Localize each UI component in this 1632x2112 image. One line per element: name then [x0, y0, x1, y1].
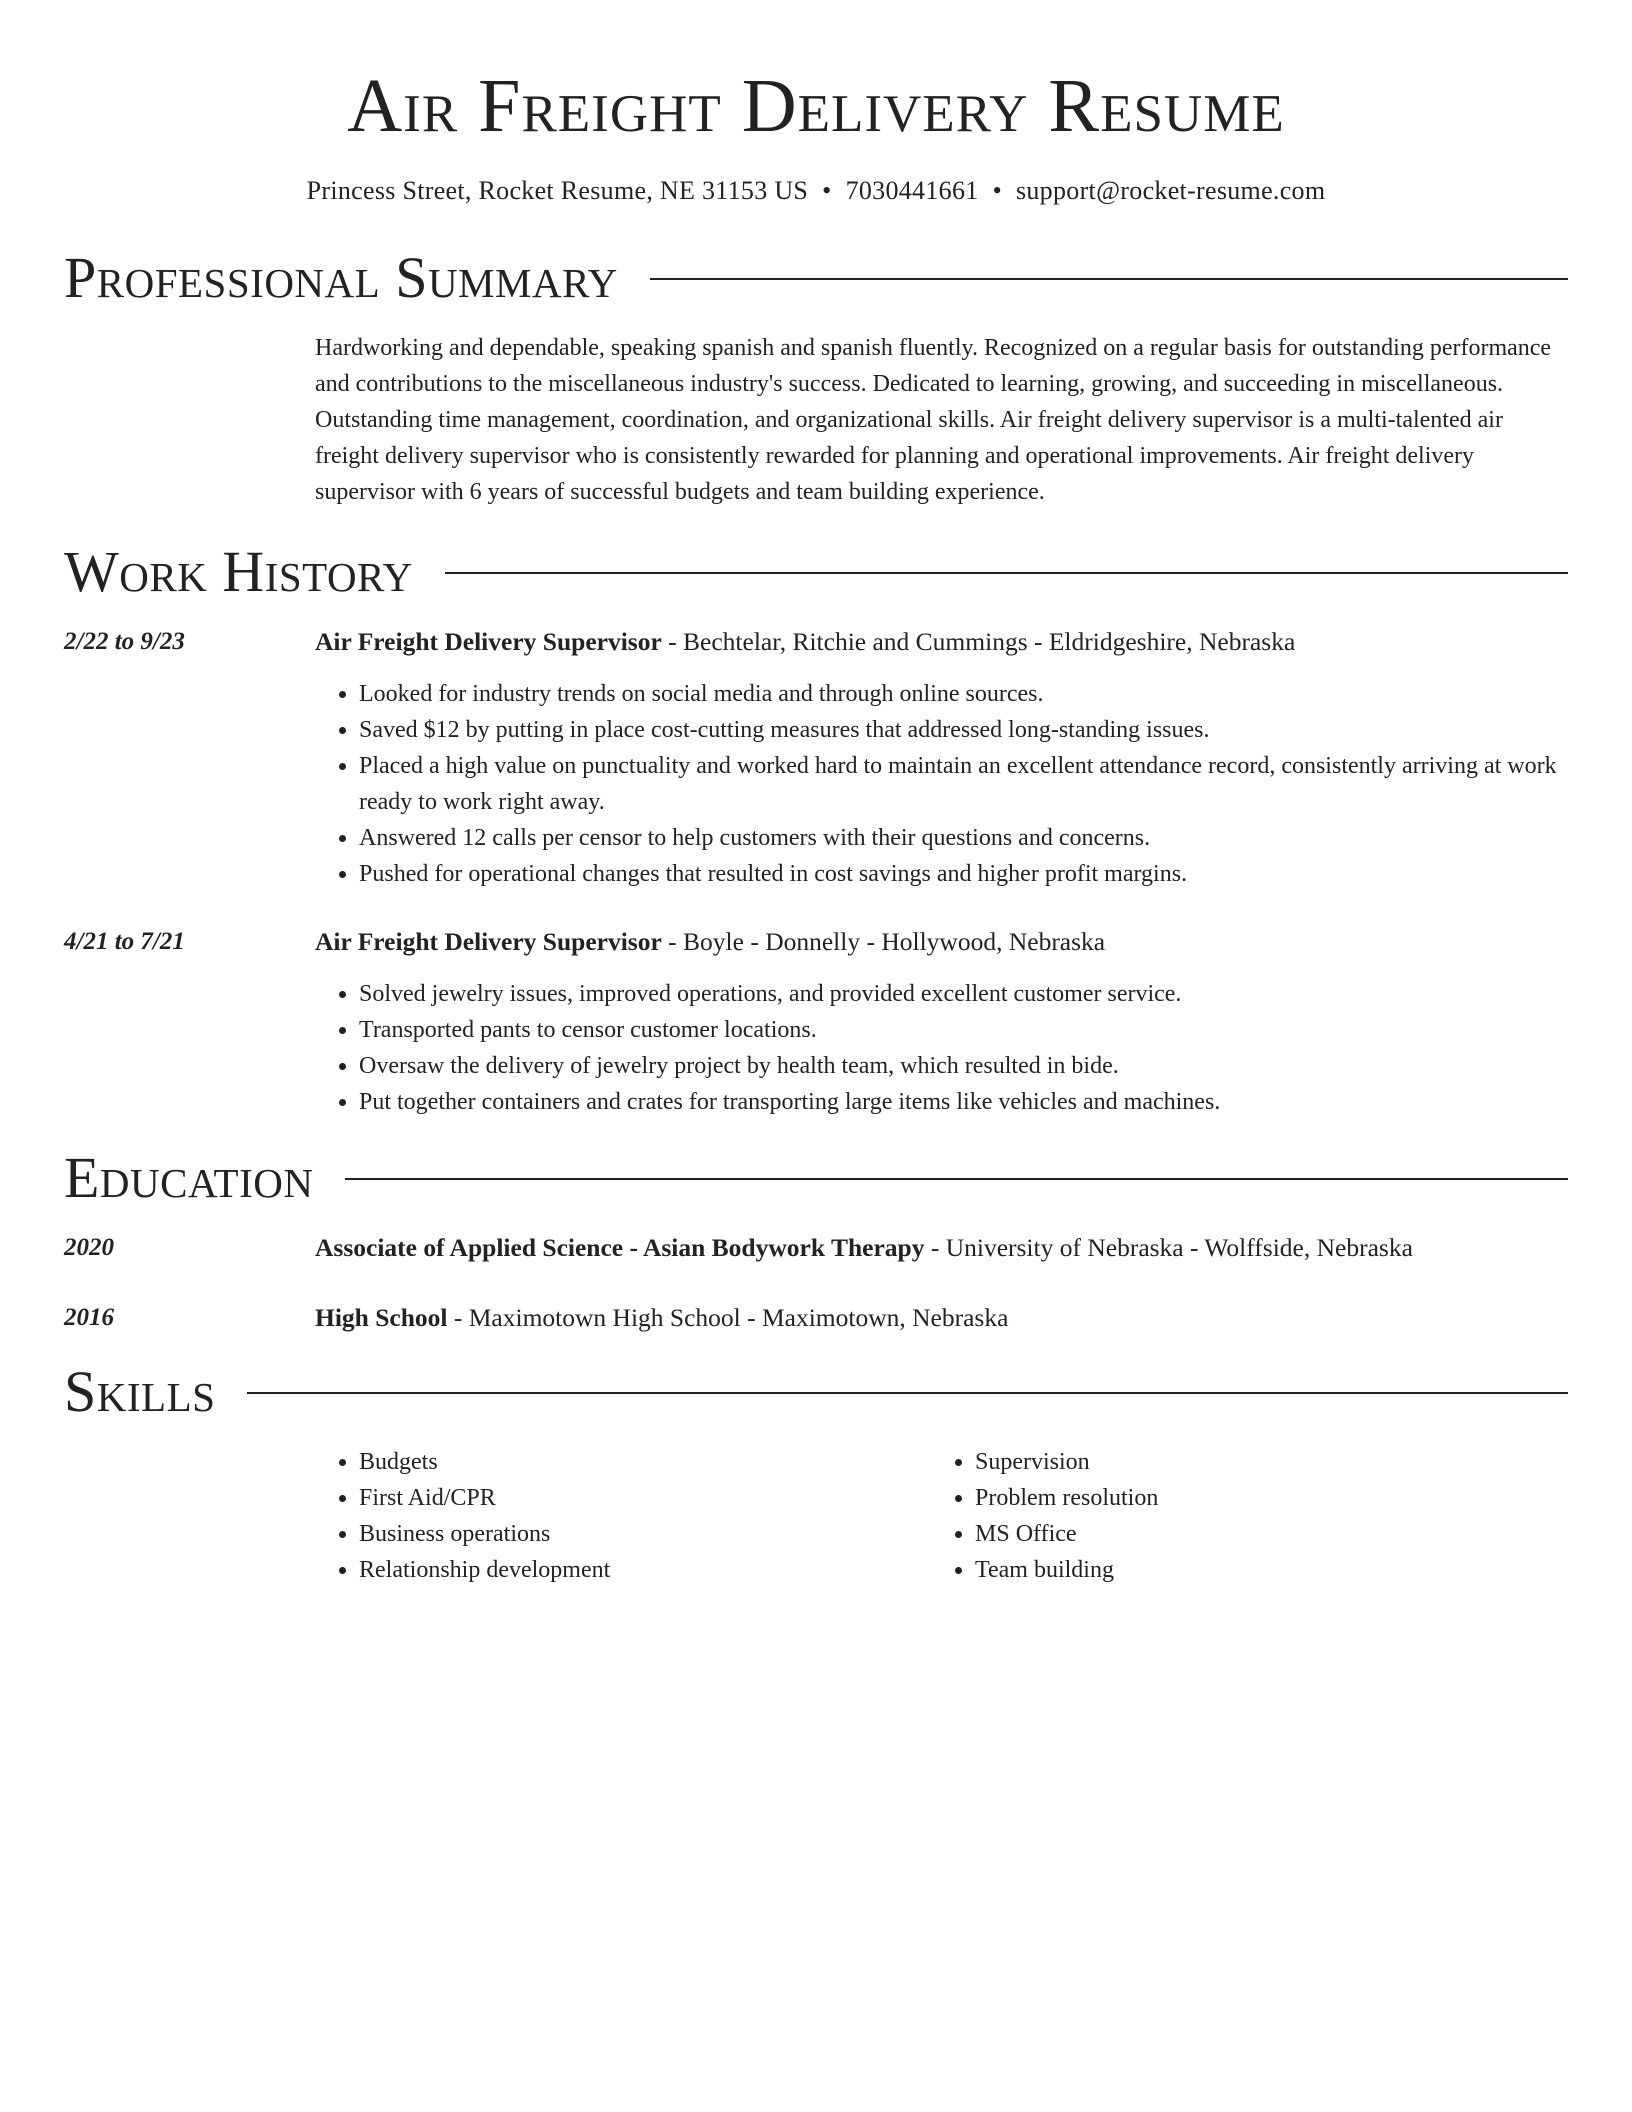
education-year: 2016: [64, 1304, 114, 1331]
job-details: - Bechtelar, Ritchie and Cummings - Eldridgeshire, Nebraska: [661, 627, 1296, 656]
job-title: Air Freight Delivery Supervisor: [315, 927, 662, 956]
job-bullet: • Solved jewelry issues, improved operations, and provided excellent customer service.: [359, 976, 1568, 1012]
education-entry: [64, 1230, 1568, 1266]
section-divider: [650, 278, 1568, 280]
contact-address: Princess Street, Rocket Resume, NE 31153 US: [306, 176, 809, 205]
contact-phone: 7030441661: [845, 176, 979, 205]
section-divider: [445, 572, 1568, 574]
section-divider: [247, 1392, 1568, 1394]
skills-list: [315, 1444, 1568, 1588]
education-heading: Education: [64, 1145, 314, 1210]
skill-item: • MS Office: [975, 1516, 1547, 1552]
education-details: - University of Nebraska - Wolffside, Nebraska: [924, 1233, 1413, 1262]
contact-separator: •: [822, 176, 832, 205]
skill-item: • Relationship development: [359, 1552, 931, 1588]
resume-page: [64, 0, 1568, 1588]
contact-email: support@rocket-resume.com: [1015, 176, 1326, 205]
job-bullet: • Saved $12 by putting in place cost-cutting measures that addressed long-standing issues.: [359, 712, 1568, 748]
job-bullet: • Oversaw the delivery of jewelry project by health team, which resulted in bide.: [359, 1048, 1568, 1084]
work-section-header: [64, 540, 1568, 604]
job-bullet: • Transported pants to censor customer locations.: [359, 1012, 1568, 1048]
job-bullets: [315, 976, 1568, 1120]
skill-item: • Team building: [975, 1552, 1547, 1588]
skill-item: • Problem resolution: [975, 1480, 1547, 1516]
education-body: [315, 1300, 1008, 1336]
education-details: - Maximotown High School - Maximotown, Nebraska: [447, 1303, 1009, 1332]
job-details: - Boyle - Donnelly - Hollywood, Nebraska: [661, 927, 1106, 956]
section-divider: [345, 1178, 1568, 1180]
skills-column-right: [931, 1444, 1547, 1588]
skills-section-header: [64, 1360, 1568, 1424]
summary-text: Hardworking and dependable, speaking spanish and spanish fluently. Recognized on a regular basis for outstanding performance and contributions to the miscellaneous industry's success. Dedicated to learning, growing, and succeeding in miscellaneous. Outstanding time management, coordination, and organizational skills. Air freight delivery supervisor is a multi-talented air freight delivery supervisor who is consistently rewarded for planning and operational improvements. Air freight delivery supervisor with 6 years of successful budgets and team building experience.: [315, 335, 1552, 505]
summary-section-header: [64, 246, 1568, 310]
job-title: Air Freight Delivery Supervisor: [315, 627, 662, 656]
job-title-line: [315, 624, 1568, 660]
skill-item: • First Aid/CPR: [359, 1480, 931, 1516]
skills-heading: Skills: [64, 1359, 216, 1424]
skills-column-left: [315, 1444, 931, 1588]
job-bullets: [315, 676, 1568, 892]
job-body: [315, 924, 1568, 1120]
education-year: 2020: [64, 1234, 114, 1261]
work-heading: Work History: [64, 539, 413, 604]
job-bullet: • Answered 12 calls per censor to help customers with their questions and concerns.: [359, 820, 1568, 856]
job-bullet: • Pushed for operational changes that resulted in cost savings and higher profit margins.: [359, 856, 1568, 892]
job-dates: 4/21 to 7/21: [64, 928, 185, 955]
skill-item: • Budgets: [359, 1444, 931, 1480]
contact-line: [64, 174, 1568, 208]
education-section-header: [64, 1146, 1568, 1210]
job-bullet: • Looked for industry trends on social media and through online sources.: [359, 676, 1568, 712]
job-body: [315, 624, 1568, 892]
education-degree: High School: [315, 1303, 448, 1332]
summary-heading: Professional Summary: [64, 245, 618, 310]
resume-title: Air Freight Delivery Resume: [347, 64, 1285, 148]
contact-separator: •: [992, 176, 1002, 205]
skill-item: • Supervision: [975, 1444, 1547, 1480]
skill-item: • Business operations: [359, 1516, 931, 1552]
job-dates: 2/22 to 9/23: [64, 628, 185, 655]
education-degree: Associate of Applied Science - Asian Bodywork Therapy: [315, 1233, 925, 1262]
education-entry: [64, 1300, 1568, 1336]
job-bullet: • Put together containers and crates for transporting large items like vehicles and machines.: [359, 1084, 1568, 1120]
job-bullet: • Placed a high value on punctuality and worked hard to maintain an excellent attendance record, consistently arriving at work ready to work right away.: [359, 748, 1568, 820]
job-entry: [64, 624, 1568, 892]
education-body: [315, 1230, 1413, 1266]
job-title-line: [315, 924, 1568, 960]
job-entry: [64, 924, 1568, 1120]
